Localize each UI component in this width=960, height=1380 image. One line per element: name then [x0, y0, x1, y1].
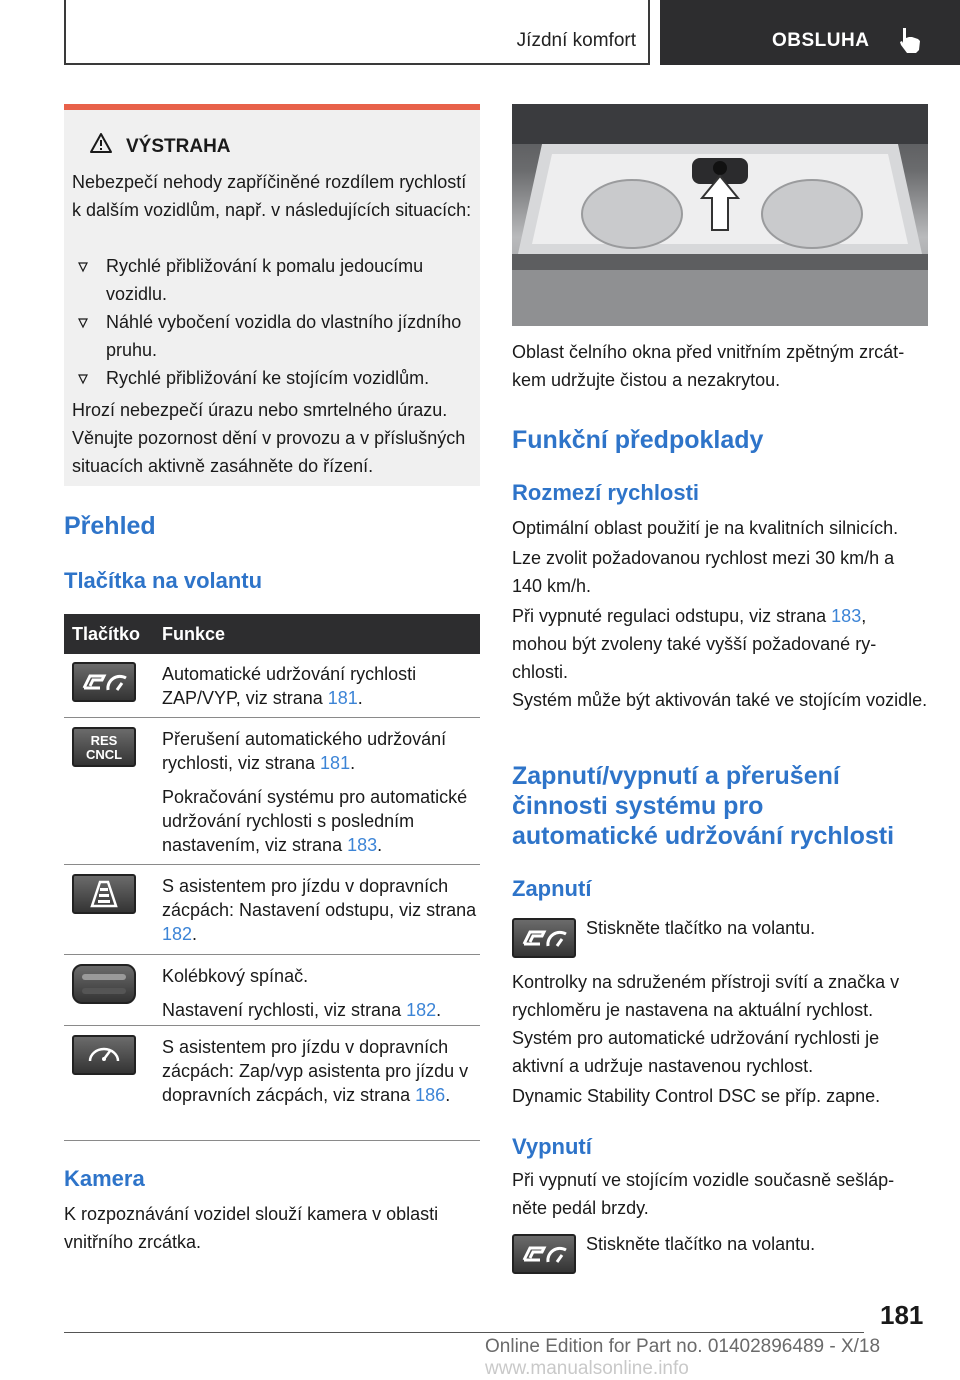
camera-text: K rozpoznávání vozidel slouží kamera v oblasti vnitřního zrcátka. [64, 1204, 439, 1252]
footer-edition: Online Edition for Part no. 01402896489 - X/18 www.manualsonline.info [485, 1336, 881, 1379]
res-cncl-icon [72, 727, 136, 767]
warning-box [64, 104, 480, 486]
switch-on-instruction: Stiskněte tlačítko na volantu. [586, 918, 816, 938]
page-link[interactable]: 183 [831, 606, 862, 626]
row-divider [64, 1140, 480, 1141]
distance-icon [72, 874, 136, 914]
switch-off-instruction: Stiskněte tlačítko na volantu. [586, 1234, 816, 1254]
on-off-heading-line-1: Zapnutí/vypnutí a přerušení [512, 762, 840, 790]
table-row: S asistentem pro jízdu v dopravních zácpách: Nastavení odstupu, viz strana 182. [162, 876, 477, 944]
warning-intro: Nebezpečí nehody zapříčiněné rozdílem rychlostí k dalším vozidlům, např. v následujících situacích: [72, 172, 472, 220]
switch-off-text: Při vypnutí ve stojícím vozidle současně sešlápněte pedál brzdy. [512, 1170, 895, 1218]
speed-range-text-2: Lze zvolit požadovanou rychlost mezi 30 km/h a 140 km/h. [512, 548, 895, 596]
header-tab [660, 0, 960, 65]
hand-pointer-icon [896, 26, 926, 54]
table-header-function: Funkce [162, 624, 226, 644]
switch-on-text-1: Kontrolky na sdruženém přístroji svítí a značka v rychloměru je nastavena na aktuální rychlost. [512, 972, 900, 1020]
footer-divider [64, 1332, 864, 1333]
prerequisites-heading: Funkční předpoklady [512, 426, 764, 454]
switch-on-text-3: Dynamic Stability Control DSC se příp. zapne. [512, 1086, 881, 1106]
switch-on-text-2: Systém pro automatické udržování rychlosti je aktivní a udržuje nastavenou rychlost. [512, 1028, 880, 1076]
buttons-subheading: Tlačítka na volantu [64, 568, 263, 593]
row-divider [64, 717, 480, 718]
table-row: Přerušení automatického udržování rychlosti, viz strana 181. Pokračování systému pro automatické udržování rychlosti s posledním nastavením, viz strana 183. [162, 729, 468, 855]
row-divider [64, 1025, 480, 1026]
windshield-photo [512, 104, 928, 326]
bullet-triangle-icon [78, 318, 88, 328]
page-link[interactable]: 181 [320, 753, 351, 773]
speed-range-heading: Rozmezí rychlosti [512, 480, 700, 505]
cruise-control-icon [72, 662, 136, 702]
header-section-title: Jízdní komfort [516, 30, 636, 51]
warning-title: VÝSTRAHA [92, 136, 231, 158]
cruise-control-icon [512, 918, 576, 958]
rocker-switch-icon [72, 964, 136, 1004]
switch-on-heading: Zapnutí [512, 876, 592, 901]
bullet-triangle-icon [78, 374, 88, 384]
on-off-heading-line-3: automatické udržování rychlosti [512, 822, 895, 850]
table-header-button: Tlačítko [72, 624, 141, 644]
camera-heading: Kamera [64, 1166, 145, 1191]
bullet-triangle-icon [78, 262, 88, 272]
warning-triangle-icon [90, 133, 112, 153]
table-header [64, 614, 480, 654]
warning-bullet: Rychlé přibližování k pomalu jedoucímu vozidlu. [78, 252, 468, 308]
warning-outro: Hrozí nebezpečí úrazu nebo smrtelného úrazu. Věnujte pozornost dění v provozu a v příslušných situacích aktivně zasáhněte do řízení. [72, 400, 466, 476]
table-row: S asistentem pro jízdu v dopravních zácpách: Zap/vyp asistenta pro jízdu v dopravních zácpách, viz strana 186. [162, 1037, 469, 1105]
page-link[interactable]: 186 [415, 1085, 446, 1105]
page-link[interactable]: 181 [327, 688, 358, 708]
speed-range-text-3: Při vypnuté regulaci odstupu, viz strana 183, mohou být zvoleny také vyšší požadované rychlosti. [512, 606, 877, 682]
row-divider [64, 954, 480, 955]
switch-off-heading: Vypnutí [512, 1134, 592, 1159]
svg-text:CNCL: CNCL [85, 747, 123, 762]
header-tab-label: OBSLUHA [772, 30, 870, 51]
on-off-heading-line-2: činnosti systému pro [512, 792, 764, 820]
speed-range-text-1: Optimální oblast použití je na kvalitních silnicích. [512, 518, 899, 538]
page-link[interactable]: 182 [162, 924, 193, 944]
speed-range-text-4: Systém může být aktivován také ve stojícím vozidle. [512, 690, 928, 710]
page-link[interactable]: 182 [406, 1000, 437, 1020]
overview-heading: Přehled [64, 512, 156, 540]
photo-caption: Oblast čelního okna před vnitřním zpětným zrcátkem udržujte čistou a nezakrytou. [512, 342, 905, 390]
page-link[interactable]: 183 [347, 835, 378, 855]
table-row: Automatické udržování rychlosti ZAP/VYP, viz strana 181. [162, 664, 417, 708]
row-divider [64, 864, 480, 865]
traffic-jam-assist-icon [72, 1035, 136, 1075]
warning-bullet: Náhlé vybočení vozidla do vlastního jízdního pruhu. [78, 308, 468, 364]
footer-watermark: www.manualsonline.info [485, 1358, 689, 1379]
table-row: Kolébkový spínač. Nastavení rychlosti, viz strana 182. [162, 966, 442, 1020]
cruise-control-icon [512, 1234, 576, 1274]
warning-bullet: Rychlé přibližování ke stojícím vozidlům. [78, 364, 468, 392]
svg-text:RES: RES [90, 733, 118, 748]
page-number: 181 [880, 1300, 924, 1330]
